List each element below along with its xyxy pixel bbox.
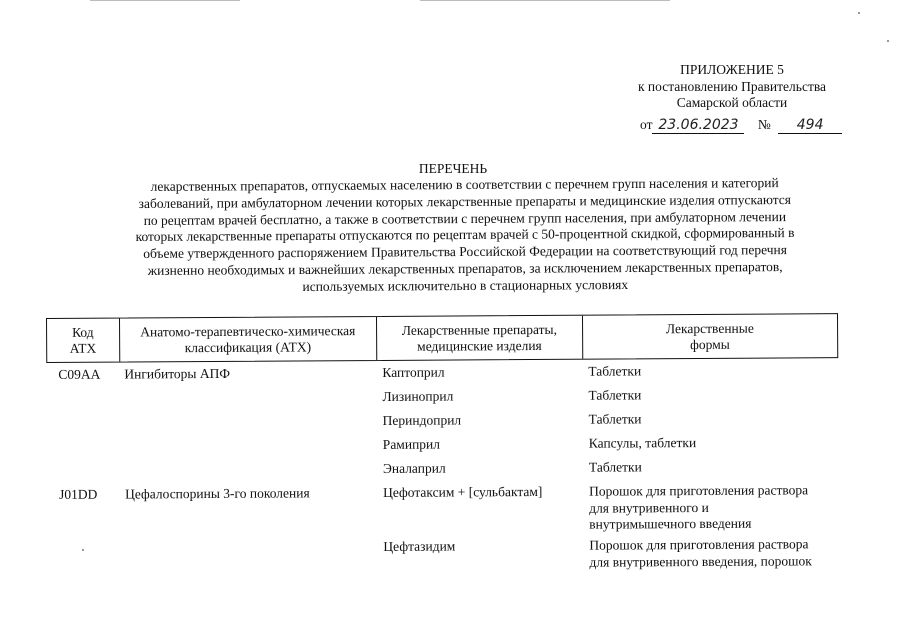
date-prefix: от: [640, 117, 653, 132]
drug-table: [46, 313, 840, 577]
drug-name: Цефотаксим + [сульбактам]: [383, 483, 543, 500]
header-dosage-forms: Лекарственные формы: [582, 314, 838, 359]
description-line: заболеваний, при амбулаторном лечении которых лекарственные препараты и медицинские изделия отпускаются: [138, 191, 792, 211]
handwritten-number: 494: [778, 117, 842, 134]
dosage-form: Порошок для приготовления раствора для внутривенного и внутримышечного введения: [589, 482, 809, 532]
list-title: ПЕРЕЧЕНЬ: [418, 161, 488, 176]
scan-edge-line: [90, 0, 240, 1]
description-line: жизненно необходимых и важнейших лекарственных препаратов, за исключением лекарственных препаратов,: [147, 259, 783, 278]
drug-name: Эналаприл: [382, 460, 446, 476]
description-line: лекарственных препаратов, отпускаемых населению в соответствии с перечнем групп населения и категорий: [150, 175, 779, 194]
description-line: объеме утвержденного распоряжением Правительства Российской Федерации на соответствующий год перечня: [143, 242, 788, 262]
drug-name: Цефтазидим: [383, 538, 456, 554]
description-line: по рецептам врачей бесплатно, а также в соответствии с перечнем групп населения, при амбулаторном лечении: [143, 208, 787, 228]
atc-code: J01DD: [59, 486, 98, 502]
list-description: [70, 175, 861, 297]
drug-name: Периндоприл: [382, 412, 462, 428]
scan-edge-line: [420, 0, 670, 1]
atc-class: Ингибиторы АПФ: [124, 365, 231, 382]
order-date-number: [640, 117, 842, 134]
scan-speck: [858, 12, 860, 14]
description-line: которых лекарственные препараты отпускаются по рецептам врачей с 50-процентной скидкой, сформированный в: [135, 225, 795, 245]
dosage-form: Таблетки: [588, 411, 642, 427]
header-atc-classification: Анатомо-терапевтическо-химическая классификация (АТХ): [119, 317, 377, 362]
atc-class: Цефалоспорины 3-го поколения: [125, 485, 310, 502]
dosage-form: Порошок для приготовления раствора для внутривенного введения, порошок: [589, 536, 812, 570]
drug-name: Каптоприл: [382, 364, 445, 380]
dosage-form: Таблетки: [588, 363, 642, 379]
dosage-form: Капсулы, таблетки: [588, 435, 697, 451]
table-row: [47, 482, 839, 541]
annex-header: [622, 62, 842, 112]
header-drugs: Лекарственные препараты, медицинские изделия: [376, 316, 582, 360]
dosage-form: Таблетки: [588, 387, 642, 403]
annex-title: ПРИЛОЖЕНИЕ 5: [680, 62, 784, 77]
handwritten-date: 23.06.2023: [652, 117, 744, 134]
drug-name: Рамиприл: [382, 436, 441, 452]
annex-resolution-line: к постановлению Правительства: [637, 78, 827, 94]
table-row: [47, 536, 839, 577]
annex-region-line: Самарской области: [676, 95, 788, 110]
table-header: [46, 313, 838, 363]
atc-code: C09AA: [58, 366, 101, 382]
description-line: используемых исключительно в стационарных условиях: [302, 276, 629, 294]
dosage-form: Таблетки: [588, 459, 642, 475]
drug-name: Лизиноприл: [382, 388, 454, 404]
scan-speck: [887, 40, 889, 42]
number-sign: №: [757, 117, 771, 132]
header-atc-code: Код АТХ: [69, 324, 97, 356]
